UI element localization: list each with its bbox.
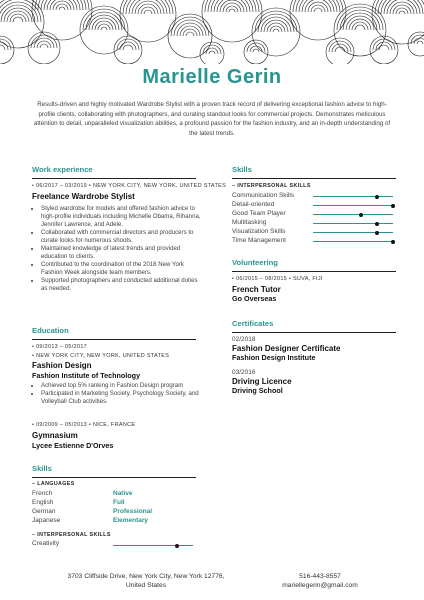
skill-level-marker xyxy=(375,222,379,226)
decorative-arc xyxy=(114,36,142,50)
skill-level-marker xyxy=(391,204,395,208)
skill-bar-track xyxy=(313,223,393,224)
list-item: • Achieved top 5% ranking in Fashion Design program xyxy=(41,382,205,390)
decorative-arc xyxy=(335,47,345,52)
decorative-arc xyxy=(346,16,374,30)
decorative-arc xyxy=(168,36,212,58)
list-item: • Participated in Marketing Society, Psychology Society, and Volleyball Club activities. xyxy=(41,390,205,406)
decorative-arc xyxy=(0,45,5,50)
certificate-date: 02/2018 xyxy=(232,336,256,343)
education-location: • NEW YORK CITY, NEW YORK, UNITED STATES xyxy=(32,353,170,359)
job-title: Freelance Wardrobe Stylist xyxy=(32,192,135,201)
decorative-arc xyxy=(223,3,241,12)
decorative-arc xyxy=(311,5,325,12)
list-item: • Styled wardrobe for models and offered fashion advice to high-profile individuals including Michelle Obama, Rihanna, Jennifer Lawrence, and Adele. xyxy=(41,205,205,229)
decorative-arc xyxy=(186,32,194,36)
decorative-arc xyxy=(95,21,113,30)
skill-bar-track xyxy=(313,241,393,242)
section-divider xyxy=(32,477,196,478)
decorative-arc xyxy=(229,9,235,12)
decorative-arc xyxy=(209,51,215,54)
degree-title: Gymnasium xyxy=(32,431,78,440)
decorative-header-pattern xyxy=(0,0,424,64)
skill-bar-track xyxy=(113,545,193,546)
professional-summary: Results-driven and highly motivated Wardrobe Stylist with a proven track record of delivering exceptional fashion advice to high-profile clients, collaborating with photographers, and curating standout looks for commercial projects. Demonstrates meticulous attention to detail, unparalleled visualization abilities, a profound passion for the fashion industry, and an in-depth understanding of the latest trends. xyxy=(33,101,391,137)
decorative-arc xyxy=(28,48,60,64)
skill-bar-track xyxy=(313,205,393,206)
decorative-arc xyxy=(10,14,26,22)
education-dates: • 09/2013 – 05/2017 xyxy=(32,344,88,350)
decorative-arc xyxy=(135,1,161,14)
decorative-arc xyxy=(355,25,365,30)
decorative-arc xyxy=(141,7,155,14)
language-name: Japanese xyxy=(32,517,61,524)
skill-name: Detail-oriented xyxy=(232,201,275,208)
skill-bar-track xyxy=(313,196,393,197)
contact-phone: 516-443-8557 xyxy=(299,573,341,580)
candidate-name: Marielle Gerin xyxy=(142,66,282,88)
decorative-arc xyxy=(120,14,176,42)
decorative-arc xyxy=(273,29,279,32)
job-dates: • 06/2017 – 03/2019 • NEW YORK CITY, NEW YORK, UNITED STATES xyxy=(32,183,227,189)
language-name: German xyxy=(32,508,56,515)
certificates-heading: Certificates xyxy=(232,319,274,328)
decorative-arc xyxy=(114,50,142,64)
section-divider xyxy=(232,178,396,179)
decorative-arc xyxy=(326,38,354,52)
language-level: Full xyxy=(113,499,125,506)
certificate-date: 03/2016 xyxy=(232,369,256,376)
list-item: • Supported photographers and conducted additional duties as needed. xyxy=(41,277,205,293)
language-name: French xyxy=(32,490,53,497)
decorative-arc xyxy=(174,20,206,36)
decorative-arc xyxy=(4,8,32,22)
decorative-arc xyxy=(408,44,424,56)
language-level: Native xyxy=(113,490,133,497)
section-divider xyxy=(232,271,396,272)
volunteer-role: French Tutor xyxy=(232,285,281,294)
work-experience-heading: Work experience xyxy=(32,165,93,174)
decorative-arc xyxy=(252,32,300,56)
skill-bar-track xyxy=(313,232,393,233)
skills-heading: Skills xyxy=(232,165,252,174)
skill-level-marker xyxy=(175,544,179,548)
interpersonal-subheading: – INTERPERSONAL SKILLS xyxy=(32,532,111,538)
decorative-arc xyxy=(144,10,152,14)
decorative-arc xyxy=(38,0,86,10)
decorative-arc xyxy=(200,54,224,64)
decorative-arc xyxy=(50,0,74,10)
decorative-arc xyxy=(372,0,424,14)
decorative-arc xyxy=(47,0,77,10)
volunteer-dates: • 06/2015 – 08/2015 • SUVA, FIJI xyxy=(232,276,323,282)
degree-title: Fashion Design xyxy=(32,361,92,370)
skill-bar-track xyxy=(313,214,393,215)
education-dates: • 09/2009 – 05/2013 • NICE, FRANCE xyxy=(32,422,136,428)
decorative-arc xyxy=(399,11,405,14)
skill-name: Multitasking xyxy=(232,219,267,226)
volunteering-heading: Volunteering xyxy=(232,258,278,267)
contact-address: 3703 Cliffside Drive, New York City, New York 12776, United States xyxy=(67,573,225,589)
section-divider xyxy=(232,332,396,333)
decorative-arc xyxy=(1,5,35,22)
education-heading: Education xyxy=(32,326,69,335)
education-bullets xyxy=(32,382,205,406)
decorative-arc xyxy=(0,36,14,50)
decorative-arc xyxy=(203,45,221,54)
job-bullets xyxy=(32,205,205,293)
certificate-name: Driving Licence xyxy=(232,377,292,386)
decorative-arc xyxy=(202,12,262,42)
decorative-arc xyxy=(247,43,265,52)
decorative-arc xyxy=(53,1,71,10)
decorative-arc xyxy=(244,52,268,64)
decorative-arc xyxy=(101,27,107,30)
skills-heading: Skills xyxy=(32,464,52,473)
decorative-arc xyxy=(40,44,48,48)
list-item: • Maintained knowledge of latest trends and provided education to clients. xyxy=(41,245,205,261)
language-level: Professional xyxy=(113,508,153,515)
skill-name: Creativity xyxy=(32,540,60,547)
language-name: English xyxy=(32,499,54,506)
decorative-arc xyxy=(177,23,203,36)
decorative-arc xyxy=(123,45,133,50)
certificate-name: Fashion Designer Certificate xyxy=(232,344,341,353)
decorative-arc xyxy=(13,17,23,22)
decorative-arc xyxy=(0,50,14,64)
decorative-arc xyxy=(35,0,89,10)
list-item: • Contributed to the coordination of the 2018 New York Fashion Week alongside team members. xyxy=(41,261,205,277)
decorative-arc xyxy=(253,49,259,52)
skill-level-marker xyxy=(375,231,379,235)
decorative-arc xyxy=(417,41,423,44)
contact-email: mariellegerin@gmail.com xyxy=(282,582,358,589)
skill-name: Time Management xyxy=(232,237,286,244)
decorative-arc xyxy=(0,22,44,48)
decorative-arc xyxy=(314,8,322,12)
decorative-arc xyxy=(393,5,411,14)
languages-subheading: – LANGUAGES xyxy=(32,481,75,487)
decorative-arc xyxy=(120,42,136,50)
decorative-arc xyxy=(352,22,368,30)
school-name: Fashion Institute of Technology xyxy=(32,371,141,380)
skill-name: Visualization Skills xyxy=(232,228,286,235)
skill-level-marker xyxy=(359,213,363,217)
decorative-arc xyxy=(332,44,348,52)
decorative-arc xyxy=(59,7,65,10)
school-name: Lycee Estienne D'Orves xyxy=(32,441,114,450)
decorative-arc xyxy=(89,15,119,30)
decorative-arc xyxy=(37,41,51,48)
volunteer-org: Go Overseas xyxy=(232,294,277,303)
skill-name: Communication Skills xyxy=(232,192,295,199)
decorative-arc xyxy=(261,17,291,32)
language-level: Elementary xyxy=(113,517,149,524)
section-divider xyxy=(32,339,196,340)
decorative-arc xyxy=(267,23,285,32)
interpersonal-subheading: – INTERPERSONAL SKILLS xyxy=(232,183,311,189)
decorative-arc xyxy=(0,42,8,50)
skill-level-marker xyxy=(375,195,379,199)
certificate-issuer: Fashion Design Institute xyxy=(232,353,316,362)
decorative-arc xyxy=(376,42,392,50)
skill-name: Good Team Player xyxy=(232,210,286,217)
list-item: • Collaborated with commercial directors and producers to curate looks for numerous shoots. xyxy=(41,229,205,245)
certificate-issuer: Driving School xyxy=(232,386,283,395)
decorative-arc xyxy=(183,29,197,36)
section-divider xyxy=(32,178,196,179)
skill-level-marker xyxy=(391,240,395,244)
decorative-arc xyxy=(334,4,386,30)
decorative-arc xyxy=(334,30,386,56)
